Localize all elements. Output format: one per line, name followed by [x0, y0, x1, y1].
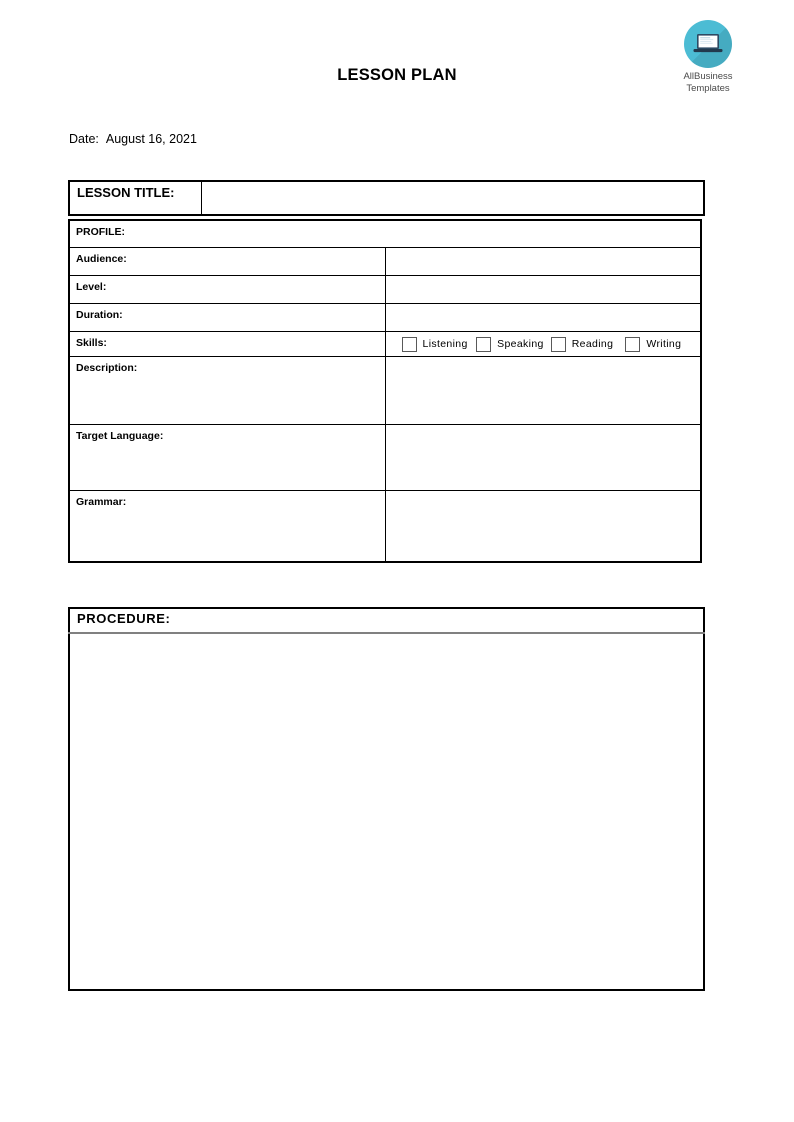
table-row	[69, 220, 701, 248]
table-row	[69, 181, 704, 215]
duration-label: Duration:	[69, 304, 385, 332]
checkbox-speaking-label: Speaking	[497, 338, 544, 350]
checkbox-speaking[interactable]	[476, 337, 551, 352]
logo-circle	[684, 20, 732, 68]
table-row	[69, 491, 701, 563]
logo-text-line1: AllBusiness	[683, 71, 733, 82]
table-row	[69, 304, 701, 332]
lesson-title-label: LESSON TITLE:	[69, 181, 202, 215]
procedure-input[interactable]	[69, 633, 704, 990]
table-row	[69, 357, 701, 425]
audience-label: Audience:	[69, 248, 385, 276]
checkbox-icon[interactable]	[402, 337, 417, 352]
procedure-table	[68, 607, 705, 991]
target-language-label: Target Language:	[69, 425, 385, 491]
profile-header: PROFILE:	[69, 220, 701, 248]
checkbox-icon[interactable]	[476, 337, 491, 352]
checkbox-icon[interactable]	[625, 337, 640, 352]
page-title: LESSON PLAN	[337, 66, 457, 84]
table-row	[69, 332, 701, 357]
checkbox-listening-label: Listening	[422, 338, 468, 350]
lesson-title-table	[68, 180, 705, 216]
date-value: August 16, 2021	[105, 132, 197, 146]
checkbox-writing[interactable]	[625, 337, 700, 352]
skills-label: Skills:	[69, 332, 385, 357]
table-row	[69, 608, 704, 633]
lesson-title-input[interactable]	[202, 181, 705, 215]
description-label: Description:	[69, 357, 385, 425]
checkbox-listening[interactable]	[402, 337, 477, 352]
checkbox-reading[interactable]	[551, 337, 626, 352]
procedure-header: PROCEDURE:	[69, 608, 704, 633]
date-label: Date:	[69, 132, 99, 146]
grammar-input[interactable]	[385, 491, 701, 563]
duration-input[interactable]	[385, 304, 701, 332]
date-line	[69, 132, 197, 146]
checkbox-reading-label: Reading	[571, 338, 614, 350]
audience-input[interactable]	[385, 248, 701, 276]
description-input[interactable]	[385, 357, 701, 425]
skills-options	[386, 332, 701, 356]
skills-cell	[385, 332, 701, 357]
target-language-input[interactable]	[385, 425, 701, 491]
table-row	[69, 276, 701, 304]
level-input[interactable]	[385, 276, 701, 304]
logo-text-line2: Templates	[686, 82, 730, 94]
table-row	[69, 425, 701, 491]
laptop-icon	[692, 32, 724, 56]
checkbox-icon[interactable]	[551, 337, 566, 352]
checkbox-writing-label: Writing	[646, 338, 682, 350]
table-row	[69, 248, 701, 276]
profile-table	[68, 219, 702, 563]
grammar-label: Grammar:	[69, 491, 385, 563]
level-label: Level:	[69, 276, 385, 304]
table-row	[69, 633, 704, 990]
